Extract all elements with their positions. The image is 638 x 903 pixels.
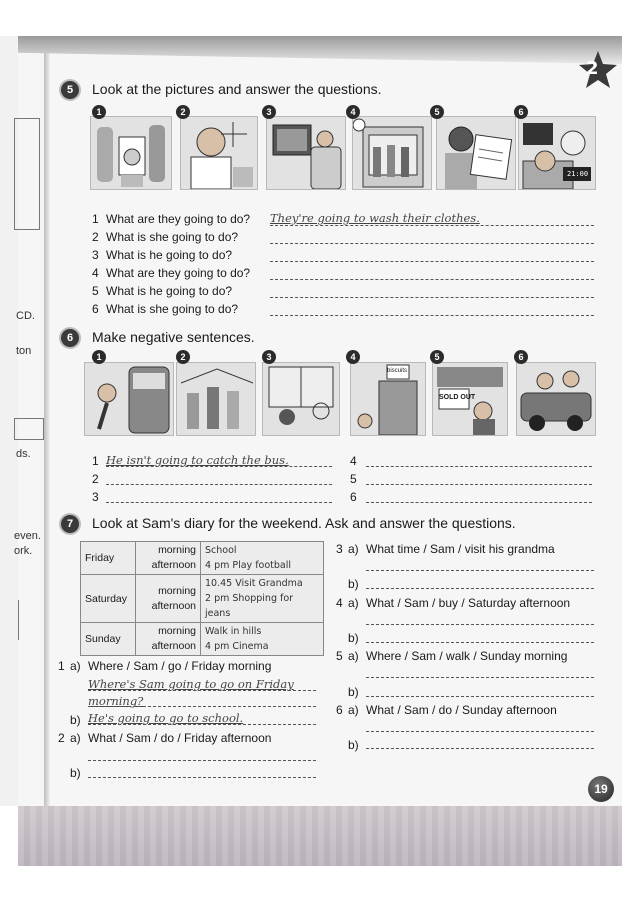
slot-morning: morning — [158, 625, 196, 637]
question-text: What is she going to do? — [106, 230, 239, 244]
slot-afternoon: afternoon — [151, 640, 196, 652]
picture-washing-clothes — [90, 116, 172, 190]
answer-line[interactable] — [270, 261, 594, 262]
sam-diary-table — [80, 541, 324, 656]
exercise-7-badge: 7 — [61, 515, 79, 533]
question-number: 3 — [336, 542, 343, 556]
girl-illustration — [181, 117, 257, 189]
family-illustration — [177, 363, 255, 435]
picture-tennis-rain — [262, 362, 340, 436]
answer-line[interactable] — [366, 624, 594, 625]
slot-morning: morning — [158, 544, 196, 556]
answer-line[interactable] — [270, 225, 594, 226]
window-rain-illustration — [263, 363, 339, 435]
diary-plans — [201, 542, 324, 575]
diary-plans — [201, 623, 324, 656]
picture-bus-stop — [352, 116, 432, 190]
answer-line[interactable] — [366, 466, 592, 467]
picture-number: 3 — [262, 350, 276, 364]
answer-line[interactable] — [88, 724, 316, 725]
question-prompt: Where / Sam / go / Friday morning — [88, 659, 272, 673]
diary-row-sunday — [81, 623, 324, 656]
diary-slots — [136, 623, 201, 656]
sold-out-label: SOLD OUT — [439, 394, 476, 401]
bedroom-illustration — [519, 117, 595, 189]
part-a-label: a) — [70, 659, 81, 673]
plan-afternoon: 4 pm Cinema — [205, 641, 269, 652]
washing-machine-illustration — [91, 117, 171, 189]
part-a-label: a) — [348, 596, 359, 610]
question-text: What are they going to do? — [106, 266, 251, 280]
part-b-label: b) — [70, 713, 81, 727]
unit-number: 2 — [586, 58, 599, 79]
item-number: 4 — [350, 454, 357, 468]
diary-row-saturday — [81, 575, 324, 623]
question-prompt: What / Sam / do / Friday afternoon — [88, 731, 272, 745]
question-text: What is he going to do? — [106, 284, 233, 298]
prev-page-rule — [14, 600, 19, 640]
part-b-label: b) — [348, 577, 359, 591]
bottom-band-pattern — [18, 806, 622, 866]
answer-handwritten: They're going to wash their clothes. — [270, 211, 480, 225]
answer-handwritten: morning? — [88, 694, 144, 708]
slot-afternoon: afternoon — [151, 599, 196, 612]
exercise-6-title: Make negative sentences. — [92, 329, 255, 345]
answer-line[interactable] — [270, 279, 594, 280]
margin-fragment: ork. — [14, 545, 33, 557]
prev-page-box — [14, 418, 44, 440]
car-illustration — [517, 363, 595, 435]
picture-boy-letter — [436, 116, 516, 190]
picture-number: 4 — [346, 350, 360, 364]
answer-line[interactable] — [88, 690, 316, 691]
part-b-label: b) — [70, 766, 81, 780]
answer-line[interactable] — [270, 243, 594, 244]
question-number: 4 — [336, 596, 343, 610]
answer-line[interactable] — [106, 484, 332, 485]
question-number: 2 — [92, 230, 99, 244]
margin-fragment: CD. — [16, 310, 35, 322]
picture-number: 6 — [514, 350, 528, 364]
picture-sold-out — [432, 362, 508, 436]
exercise-6-badge: 6 — [61, 329, 79, 347]
diary-plans — [201, 575, 324, 623]
diary-row-friday — [81, 542, 324, 575]
item-number: 3 — [92, 490, 99, 504]
margin-fragment: even. — [14, 530, 41, 542]
answer-line[interactable] — [106, 502, 332, 503]
prev-page-box — [14, 118, 40, 230]
picture-number: 2 — [176, 350, 190, 364]
question-number: 1 — [58, 659, 65, 673]
answer-handwritten: Where's Sam going to go on Friday — [88, 677, 294, 691]
answer-line[interactable] — [366, 642, 594, 643]
picture-biscuits-cupboard — [350, 362, 426, 436]
margin-fragment: ds. — [16, 448, 31, 460]
answer-line[interactable] — [366, 677, 594, 678]
question-number: 3 — [92, 248, 99, 262]
picture-boy-bus — [84, 362, 174, 436]
question-number: 6 — [336, 703, 343, 717]
item-number: 1 — [92, 454, 99, 468]
answer-line[interactable] — [270, 297, 594, 298]
page-number: 19 — [588, 776, 614, 802]
answer-line[interactable] — [366, 484, 592, 485]
computer-illustration — [267, 117, 345, 189]
item-number: 2 — [92, 472, 99, 486]
question-number: 5 — [92, 284, 99, 298]
question-number: 1 — [92, 212, 99, 226]
picture-girl-phone — [180, 116, 258, 190]
question-text: What are they going to do? — [106, 212, 251, 226]
exercise-7-title: Look at Sam's diary for the weekend. Ask and answer the questions. — [92, 515, 516, 531]
picture-number: 1 — [92, 350, 106, 364]
picture-man-computer — [266, 116, 346, 190]
biscuits-label: biscuits — [387, 368, 408, 374]
answer-line[interactable] — [106, 466, 332, 467]
part-b-label: b) — [348, 685, 359, 699]
question-prompt: What time / Sam / visit his grandma — [366, 542, 555, 556]
picture-family-walk — [176, 362, 256, 436]
plan-afternoon: 4 pm Play football — [205, 560, 292, 571]
picture-car-repair — [516, 362, 596, 436]
bus-stop-illustration — [353, 117, 431, 189]
part-a-label: a) — [70, 731, 81, 745]
question-prompt: Where / Sam / walk / Sunday morning — [366, 649, 568, 663]
diary-slots — [136, 542, 201, 575]
answer-line[interactable] — [366, 731, 594, 732]
picture-number: 5 — [430, 105, 444, 119]
boy-writing-illustration — [437, 117, 515, 189]
slot-morning: morning — [158, 584, 196, 597]
question-number: 5 — [336, 649, 343, 663]
question-number: 4 — [92, 266, 99, 280]
question-text: What is she going to do? — [106, 302, 239, 316]
exercise-5-title: Look at the pictures and answer the questions. — [92, 81, 382, 97]
answer-line[interactable] — [366, 748, 594, 749]
answer-handwritten: He's going to go to school. — [88, 711, 244, 725]
plan-morning: School — [205, 545, 237, 556]
answer-line[interactable] — [88, 760, 316, 761]
picture-number: 6 — [514, 105, 528, 119]
part-b-label: b) — [348, 738, 359, 752]
answer-line[interactable] — [366, 570, 594, 571]
picture-girl-sleeping — [518, 116, 596, 190]
diary-day: Saturday — [81, 575, 136, 623]
diary-slots — [136, 575, 201, 623]
picture-number: 1 — [92, 105, 106, 119]
book-spine — [44, 36, 50, 806]
answer-line[interactable] — [88, 706, 316, 707]
part-a-label: a) — [348, 542, 359, 556]
question-number: 2 — [58, 731, 65, 745]
plan-afternoon: 2 pm Shopping for jeans — [205, 593, 294, 619]
answer-line[interactable] — [88, 777, 316, 778]
item-number: 5 — [350, 472, 357, 486]
answer-line[interactable] — [270, 315, 594, 316]
diary-day: Friday — [81, 542, 136, 575]
answer-line[interactable] — [366, 696, 594, 697]
picture-number: 3 — [262, 105, 276, 119]
slot-afternoon: afternoon — [151, 559, 196, 571]
answer-line[interactable] — [366, 502, 592, 503]
item-number: 6 — [350, 490, 357, 504]
question-text: What is he going to do? — [106, 248, 233, 262]
question-prompt: What / Sam / buy / Saturday afternoon — [366, 596, 571, 610]
answer-handwritten: He isn't going to catch the bus. — [106, 453, 289, 467]
question-prompt: What / Sam / do / Sunday afternoon — [366, 703, 557, 717]
part-b-label: b) — [348, 631, 359, 645]
picture-number: 4 — [346, 105, 360, 119]
exercise-5-badge: 5 — [61, 81, 79, 99]
diary-day: Sunday — [81, 623, 136, 656]
picture-number: 2 — [176, 105, 190, 119]
clock-display: 21:00 — [567, 170, 589, 178]
margin-fragment: ton — [16, 345, 32, 357]
plan-morning: Walk in hills — [205, 626, 262, 637]
picture-number: 5 — [430, 350, 444, 364]
question-number: 6 — [92, 302, 99, 316]
answer-line[interactable] — [366, 588, 594, 589]
part-a-label: a) — [348, 703, 359, 717]
bus-illustration — [85, 363, 173, 435]
part-a-label: a) — [348, 649, 359, 663]
plan-morning: 10.45 Visit Grandma — [205, 578, 303, 589]
